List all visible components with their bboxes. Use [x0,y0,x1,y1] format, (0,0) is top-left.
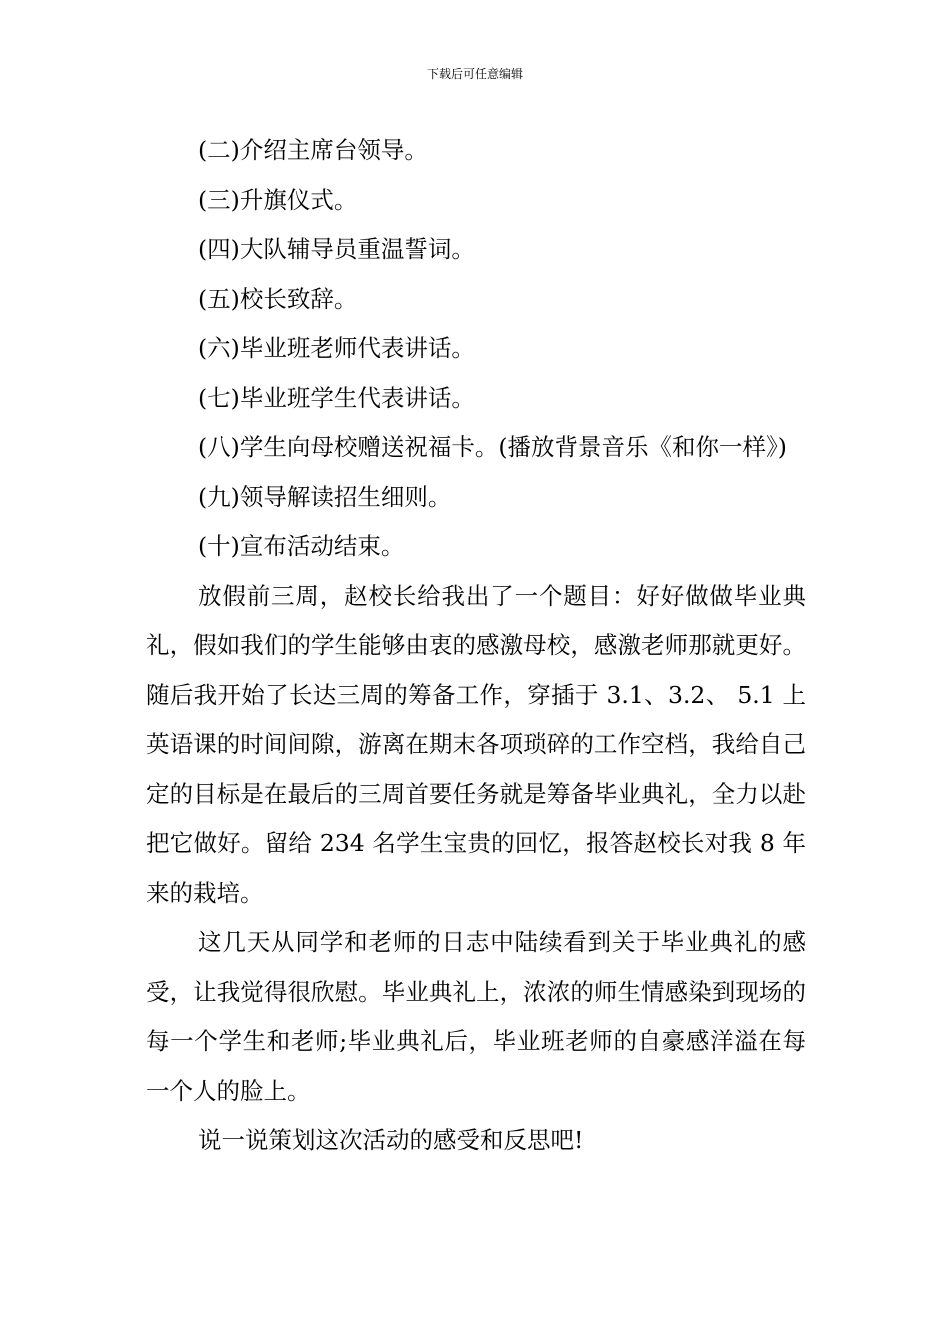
agenda-item-2: (二)介绍主席台领导。 [198,136,428,164]
agenda-item-10: (十)宣布活动结束。 [198,532,405,560]
agenda-item-4: (四)大队辅导员重温誓词。 [198,235,475,263]
agenda-item-5: (五)校长致辞。 [198,284,358,313]
document-body [146,126,806,1166]
agenda-item-7: (七)毕业班学生代表讲话。 [198,383,475,412]
reflection-paragraph-1: 放假前三周，赵校长给我出了一个题目：好好做做毕业典礼，假如我们的学生能够由衷的感激母校，感激老师那就更好。随后我开始了长达三周的筹备工作，穿插于 3.1、3.2、 5.1 上英语课的时间间隙，游离在期末各项琐碎的工作空档，我给自己定的目标是在最后的三周首要任务就是筹备毕业典礼，全力以赴把它做好。留给 234 名学生宝贵的回忆，报答赵校长对我 8 年来的栽培。 [146,581,806,907]
agenda-item-8: (八)学生向母校赠送祝福卡。(播放背景音乐《和你一样》) [198,433,787,461]
agenda-item-3: (三)升旗仪式。 [198,185,358,214]
closing-prompt: 说一说策划这次活动的感受和反思吧! [198,1126,584,1154]
agenda-item-6: (六)毕业班老师代表讲话。 [198,334,475,362]
page-header: 下载后可任意编辑 [426,67,523,81]
reflection-paragraph-2: 这几天从同学和老师的日志中陆续看到关于毕业典礼的感受，让我觉得很欣慰。毕业典礼上，浓浓的师生情感染到现场的每一个学生和老师;毕业典礼后，毕业班老师的自豪感洋溢在每一个人的脸上。 [146,928,806,1105]
agenda-item-9: (九)领导解读招生细则。 [198,482,452,511]
